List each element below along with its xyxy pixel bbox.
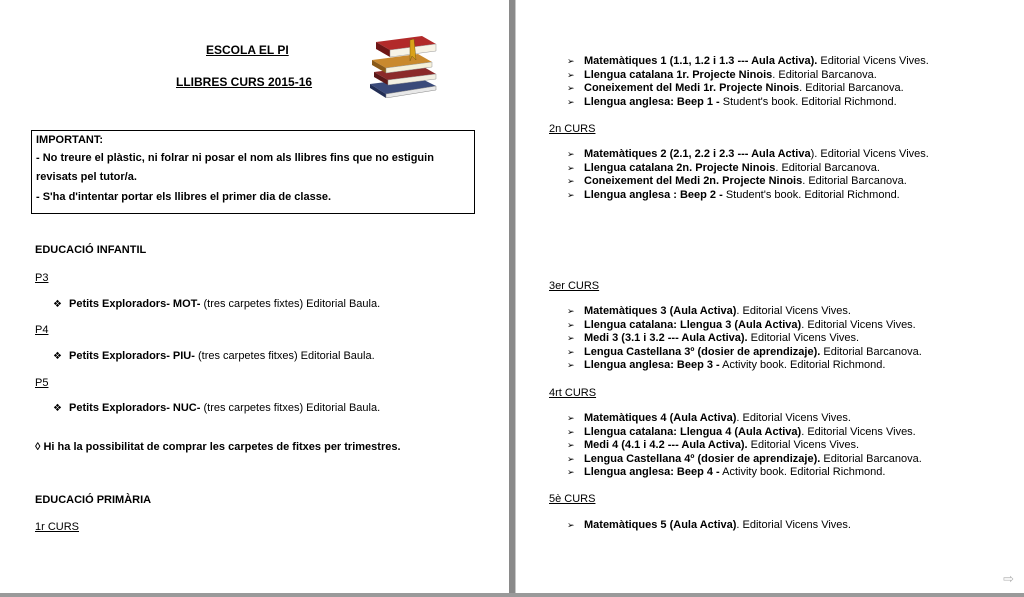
trimester-note: ◊ Hi ha la possibilitat de comprar les carpetes de fitxes per trimestres. bbox=[35, 441, 401, 453]
list-item: ➢ Medi 4 (4.1 i 4.2 --- Aula Activa). Editorial Vicens Vives. bbox=[567, 439, 860, 452]
curs2-label: 2n CURS bbox=[549, 123, 596, 135]
arrow-bullet-icon: ➢ bbox=[567, 426, 575, 437]
list-item: ➢ Matemàtiques 4 (Aula Activa). Editorial Vicens Vives. bbox=[567, 412, 851, 424]
list-item: ➢ Matemàtiques 1 (1.1, 1.2 i 1.3 --- Aula Activa). Editorial Vicens Vives. bbox=[567, 55, 929, 67]
list-item: ➢ Lengua Castellana 4º (dosier de aprendizaje). Editorial Barcanova. bbox=[567, 452, 922, 465]
arrow-bullet-icon: ➢ bbox=[567, 467, 575, 478]
arrow-bullet-icon: ➢ bbox=[567, 162, 575, 173]
p3-book-item: ❖ Petits Exploradors- MOT- (tres carpetes fixtes) Editorial Baula. bbox=[53, 298, 381, 310]
arrow-bullet-icon: ➢ bbox=[567, 319, 575, 330]
list-item: ➢ Lengua Castellana 3º (dosier de aprendizaje). Editorial Barcanova. bbox=[567, 345, 922, 358]
important-line-3: - S'ha d'intentar portar els llibres el primer dia de classe. bbox=[36, 191, 332, 203]
arrow-bullet-icon: ➢ bbox=[567, 96, 575, 107]
p4-book-item: ❖ Petits Exploradors- PIU- (tres carpetes fitxes) Editorial Baula. bbox=[53, 350, 375, 362]
books-stack-icon bbox=[366, 30, 442, 98]
p5-label: P5 bbox=[35, 377, 49, 389]
list-item: ➢ Llengua catalana 1r. Projecte Ninois. Editorial Barcanova. bbox=[567, 68, 877, 81]
list-item: ➢ Coneixement del Medi 2n. Projecte Ninois. Editorial Barcanova. bbox=[567, 175, 907, 188]
arrow-bullet-icon: ➢ bbox=[567, 413, 575, 423]
bottom-edge bbox=[0, 593, 1024, 597]
document-title: LLIBRES CURS 2015-16 bbox=[176, 75, 313, 89]
next-page-arrow-icon[interactable]: ⇨ bbox=[1003, 571, 1014, 586]
arrow-bullet-icon: ➢ bbox=[567, 440, 575, 451]
important-line-1: - No treure el plàstic, ni folrar ni posar el nom als llibres fins que no estiguin bbox=[36, 152, 434, 164]
arrow-bullet-icon: ➢ bbox=[567, 346, 575, 357]
curs3-list bbox=[567, 305, 922, 373]
curs1-list bbox=[567, 55, 929, 109]
list-item: ➢ Matemàtiques 5 (Aula Activa). Editorial Vicens Vives. bbox=[567, 519, 851, 531]
list-item: ➢ Matemàtiques 3 (Aula Activa). Editorial Vicens Vives. bbox=[567, 305, 851, 317]
arrow-bullet-icon: ➢ bbox=[567, 333, 575, 344]
list-item: ➢ Llengua anglesa: Beep 4 - Activity book. Editorial Richmond. bbox=[567, 466, 886, 479]
arrow-bullet-icon: ➢ bbox=[567, 176, 575, 187]
arrow-bullet-icon: ➢ bbox=[567, 83, 575, 94]
p5-book-item: ❖ Petits Exploradors- NUC- (tres carpetes fitxes) Editorial Baula. bbox=[53, 402, 381, 414]
list-item: ➢ Llengua anglesa: Beep 1 - Student's book. Editorial Richmond. bbox=[567, 95, 897, 108]
important-notice-box bbox=[31, 130, 475, 214]
arrow-bullet-icon: ➢ bbox=[567, 149, 575, 159]
arrow-bullet-icon: ➢ bbox=[567, 306, 575, 316]
important-heading: IMPORTANT: bbox=[36, 134, 104, 146]
curs1-label: 1r CURS bbox=[35, 521, 80, 533]
curs4-label: 4rt CURS bbox=[549, 387, 597, 399]
list-item: ➢ Coneixement del Medi 1r. Projecte Ninois. Editorial Barcanova. bbox=[567, 82, 904, 95]
arrow-bullet-icon: ➢ bbox=[567, 453, 575, 464]
diamond-bullet-icon: ❖ bbox=[53, 299, 62, 310]
diamond-bullet-icon: ❖ bbox=[53, 403, 62, 414]
curs2-list bbox=[567, 148, 929, 202]
diamond-bullet-icon: ❖ bbox=[53, 351, 62, 362]
list-item: ➢ Matemàtiques 2 (2.1, 2.2 i 2.3 --- Aula Activa). Editorial Vicens Vives. bbox=[567, 148, 929, 160]
list-item: ➢ Llengua anglesa: Beep 3 - Activity book. Editorial Richmond. bbox=[567, 359, 886, 372]
list-item: ➢ Medi 3 (3.1 i 3.2 --- Aula Activa). Editorial Vicens Vives. bbox=[567, 332, 860, 345]
p3-label: P3 bbox=[35, 272, 49, 284]
curs4-list bbox=[567, 412, 922, 480]
arrow-bullet-icon: ➢ bbox=[567, 520, 575, 530]
school-name: ESCOLA EL PI bbox=[206, 43, 289, 57]
list-item: ➢ Llengua anglesa : Beep 2 - Student's book. Editorial Richmond. bbox=[567, 188, 900, 201]
primaria-heading: EDUCACIÓ PRIMÀRIA bbox=[35, 494, 152, 506]
arrow-bullet-icon: ➢ bbox=[567, 189, 575, 200]
curs5-label: 5è CURS bbox=[549, 493, 596, 505]
arrow-bullet-icon: ➢ bbox=[567, 56, 575, 66]
list-item: ➢ Llengua catalana: Llengua 4 (Aula Activa). Editorial Vicens Vives. bbox=[567, 425, 916, 438]
arrow-bullet-icon: ➢ bbox=[567, 360, 575, 371]
arrow-bullet-icon: ➢ bbox=[567, 69, 575, 80]
curs3-label: 3er CURS bbox=[549, 280, 600, 292]
infantil-heading: EDUCACIÓ INFANTIL bbox=[35, 244, 147, 256]
p4-label: P4 bbox=[35, 324, 49, 336]
list-item: ➢ Llengua catalana: Llengua 3 (Aula Activa). Editorial Vicens Vives. bbox=[567, 318, 916, 331]
list-item: ➢ Llengua catalana 2n. Projecte Ninois. Editorial Barcanova. bbox=[567, 161, 880, 174]
important-line-2: revisats pel tutor/a. bbox=[36, 171, 137, 183]
document-page-left bbox=[0, 0, 510, 597]
curs5-list bbox=[567, 519, 851, 533]
